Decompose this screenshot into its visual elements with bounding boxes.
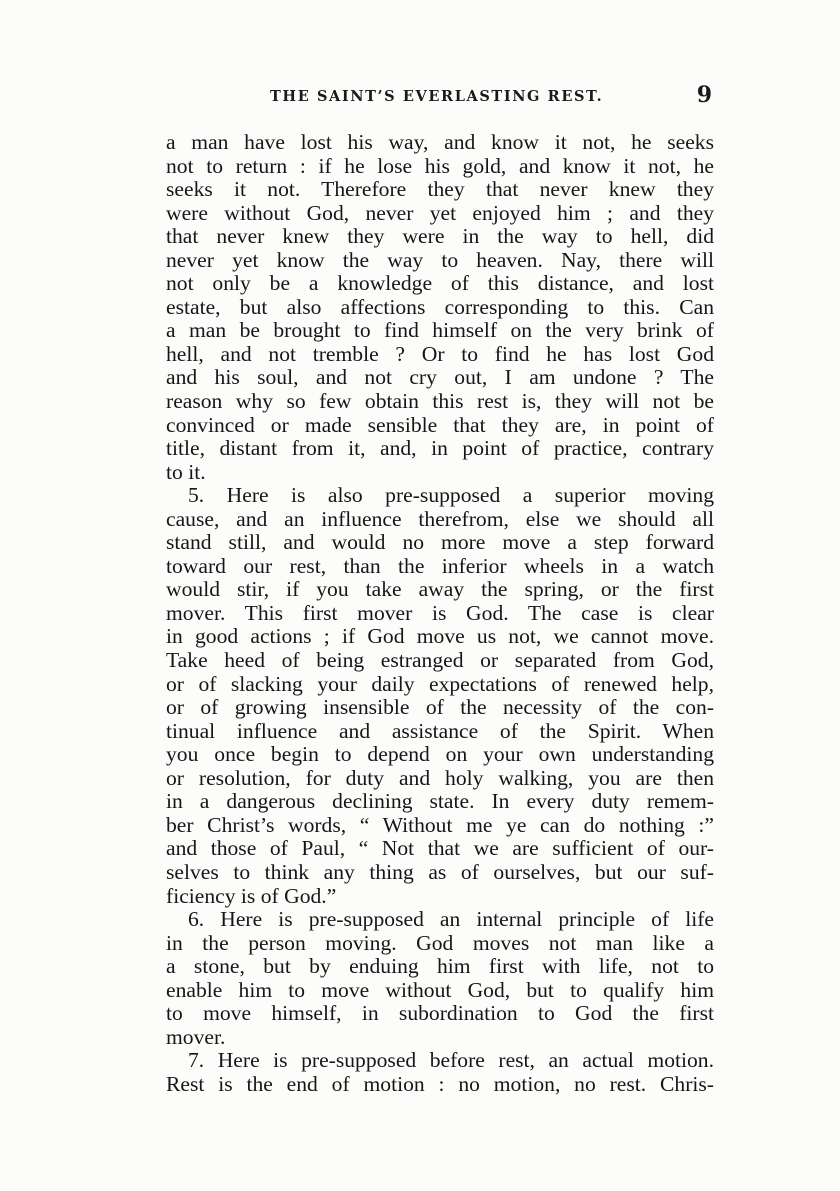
text-line: toward our rest, than the inferior wheels in a watch bbox=[166, 553, 714, 578]
text-line: seeks it not. Therefore they that never knew they bbox=[166, 177, 714, 202]
text-line: selves to think any thing as of ourselves, but our suf- bbox=[166, 859, 714, 884]
text-line: cause, and an influence therefrom, else we should all bbox=[166, 506, 714, 531]
text-line: in the person moving. God moves not man like a bbox=[166, 930, 714, 955]
text-line: title, distant from it, and, in point of practice, contrary bbox=[166, 436, 714, 461]
running-title: THE SAINT’S EVERLASTING REST. bbox=[270, 88, 604, 105]
text-line: mover. This first mover is God. The case is clear bbox=[166, 600, 714, 625]
running-head bbox=[166, 84, 714, 112]
text-line: hell, and not tremble ? Or to find he has lost God bbox=[166, 341, 714, 366]
text-line: enable him to move without God, but to qualify him bbox=[166, 977, 714, 1002]
text-line: or of growing insensible of the necessity of the con- bbox=[166, 695, 714, 720]
text-line: a man have lost his way, and know it not, he seeks bbox=[166, 130, 714, 154]
text-line: in good actions ; if God move us not, we cannot move. bbox=[166, 624, 714, 649]
text-line: mover. bbox=[166, 1024, 226, 1049]
paragraph-6-first-line: 6. Here is pre-supposed an internal principle of life bbox=[188, 907, 714, 932]
text-line: would stir, if you take away the spring, or the first bbox=[166, 577, 714, 602]
text-line: convinced or made sensible that they are, in point of bbox=[166, 412, 714, 437]
paragraph-7-first-line: 7. Here is pre-supposed before rest, an actual motion. bbox=[188, 1048, 714, 1073]
text-line: or resolution, for duty and holy walking, you are then bbox=[166, 765, 714, 790]
text-line: a stone, but by enduing him first with life, not to bbox=[166, 954, 714, 979]
page-number: 9 bbox=[696, 82, 712, 108]
text-line: a man be brought to find himself on the very brink of bbox=[166, 318, 714, 343]
text-line: never yet know the way to heaven. Nay, there will bbox=[166, 247, 714, 272]
text-line: estate, but also affections corresponding to this. Can bbox=[166, 294, 714, 319]
body-text bbox=[166, 131, 714, 1096]
text-line: Take heed of being estranged or separated from God, bbox=[166, 648, 714, 673]
text-line: reason why so few obtain this rest is, they will not be bbox=[166, 389, 714, 414]
text-line: you once begin to depend on your own understanding bbox=[166, 742, 714, 767]
text-line: or of slacking your daily expectations of renewed help, bbox=[166, 671, 714, 696]
text-line: ficiency is of God.” bbox=[166, 883, 337, 908]
text-line: in a dangerous declining state. In every duty remem- bbox=[166, 789, 714, 814]
text-line: Rest is the end of motion : no motion, no rest. Chris- bbox=[166, 1071, 714, 1096]
text-line: and those of Paul, “ Not that we are sufficient of our- bbox=[166, 836, 714, 861]
text-line: not to return : if he lose his gold, and know it not, he bbox=[166, 153, 714, 178]
text-line: to move himself, in subordination to God the first bbox=[166, 1001, 714, 1026]
paragraph-5-first-line: 5. Here is also pre-supposed a superior moving bbox=[188, 483, 714, 508]
text-line: stand still, and would no more move a step forward bbox=[166, 530, 714, 555]
text-line: that never knew they were in the way to hell, did bbox=[166, 224, 714, 249]
text-line: to it. bbox=[166, 459, 206, 484]
text-line: were without God, never yet enjoyed him ; and they bbox=[166, 200, 714, 225]
text-line: ber Christ’s words, “ Without me ye can do nothing :” bbox=[166, 812, 714, 837]
text-line: not only be a knowledge of this distance, and lost bbox=[166, 271, 714, 296]
text-line: and his soul, and not cry out, I am undone ? The bbox=[166, 365, 714, 390]
text-line: tinual influence and assistance of the Spirit. When bbox=[166, 718, 714, 743]
